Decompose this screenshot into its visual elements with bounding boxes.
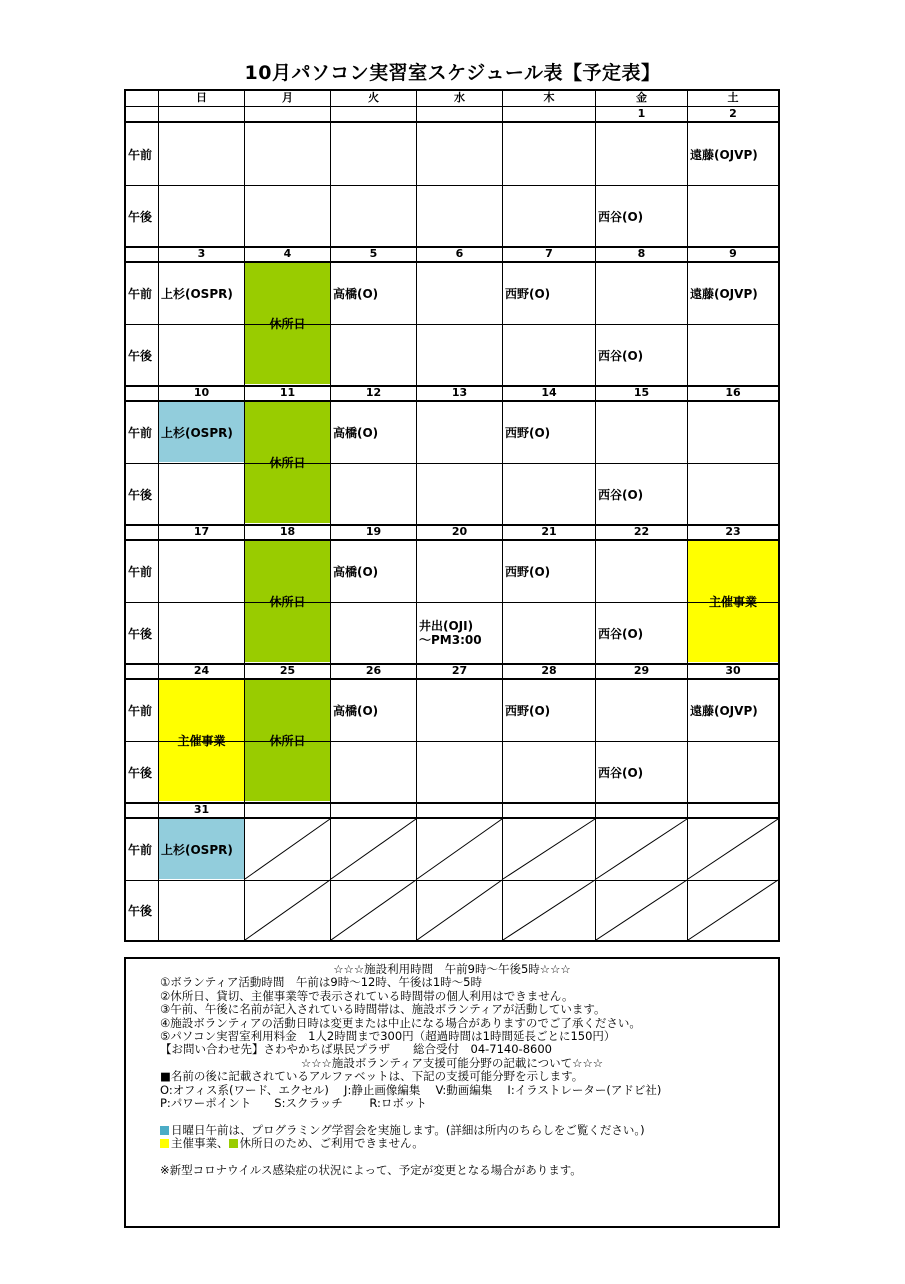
- volunteer-entry: 西野(O): [505, 287, 551, 301]
- volunteer-entry: 西野(O): [505, 704, 551, 718]
- volunteer-entry: 上杉(OSPR): [161, 843, 233, 857]
- note-line: ⑤パソコン実習室利用料金 1人2時間まで300円（超過時間は1時間延長ごとに150円）: [160, 1028, 616, 1043]
- weekday-header: 水: [454, 91, 465, 104]
- date-number: 4: [283, 247, 292, 260]
- date-number: 12: [365, 386, 382, 399]
- date-number: 19: [365, 525, 382, 538]
- note-line: ③午前、午後に名前が記入されている時間帯は、施設ボランティアが活動しています。: [160, 1002, 606, 1017]
- volunteer-entry: 西谷(O): [598, 348, 644, 363]
- date-number: 7: [545, 247, 553, 260]
- contact-line: 【お問い合わせ先】さわやかちば県民プラザ 総合受付 04-7140-8600: [160, 1042, 552, 1057]
- weekday-header: 木: [543, 91, 555, 104]
- weekday-header: 月: [282, 91, 293, 104]
- event-day-label: 主催事業: [177, 734, 226, 748]
- volunteer-entry: [417, 603, 502, 663]
- legend-note: 主催事業、 休所日のため、ご利用できません。: [126, 1137, 778, 1150]
- am-label: 午前: [128, 565, 153, 579]
- volunteer-entry: 西谷(O): [598, 626, 644, 641]
- date-number: 30: [725, 664, 741, 677]
- closed-day-label: 休所日: [269, 317, 306, 331]
- note-line: ④施設ボランティアの活動日時は変更または中止になる場合がありますのでご了承ください。: [160, 1015, 641, 1030]
- pm-label: 午後: [128, 209, 153, 224]
- date-number: 25: [279, 664, 296, 677]
- event-day-label: 主催事業: [708, 595, 757, 609]
- closed-day-label: 休所日: [269, 456, 306, 470]
- am-label: 午前: [128, 843, 153, 857]
- volunteer-entry: 上杉(OSPR): [161, 287, 233, 301]
- date-number: 9: [729, 247, 737, 260]
- note-line: ①ボランティア活動時間 午前は9時～12時、午後は1時～5時: [160, 975, 482, 990]
- weekday-header: 土: [727, 91, 739, 104]
- yellow-square-icon: [160, 1139, 169, 1148]
- am-label: 午前: [128, 147, 153, 162]
- hours-title: ☆☆☆施設利用時間 午前9時～午後5時☆☆☆: [333, 962, 571, 976]
- date-number: 21: [541, 525, 557, 538]
- pm-label: 午後: [128, 487, 153, 502]
- blue-square-icon: [160, 1126, 169, 1135]
- volunteer-entry: 西野(O): [505, 426, 551, 440]
- date-number: 6: [455, 247, 464, 260]
- note-line: ②休所日、貸切、主催事業等で表示されている時間帯の個人利用はできません。: [160, 988, 574, 1003]
- date-number: 29: [633, 664, 650, 677]
- weekday-header: 火: [368, 91, 379, 104]
- date-number: 5: [369, 247, 378, 260]
- info-box: [124, 957, 780, 1228]
- date-number: 27: [451, 664, 468, 677]
- date-number: 1: [637, 107, 646, 120]
- green-square-icon: [229, 1139, 238, 1148]
- date-number: 23: [725, 525, 741, 538]
- closed-day-label: 休所日: [269, 595, 306, 609]
- date-number: 28: [541, 664, 557, 677]
- date-number: 18: [279, 525, 296, 538]
- weekday-header: 金: [636, 91, 647, 104]
- date-number: 15: [633, 386, 650, 399]
- volunteer-entry: 高橋(O): [333, 565, 379, 579]
- volunteer-entry: 西野(O): [505, 565, 551, 579]
- date-number: 24: [193, 664, 210, 677]
- volunteer-entry: 上杉(OSPR): [161, 426, 233, 440]
- pm-label: 午後: [128, 904, 153, 918]
- date-number: 2: [729, 107, 737, 120]
- volunteer-entry: 遠藤(OJVP): [690, 704, 758, 718]
- codes-line: O:オフィス系(ワード、エクセル) J:静止画像編集 V:動画編集 I:イラストレーター(アドビ社): [160, 1082, 662, 1097]
- date-number: 16: [725, 386, 741, 399]
- date-number: 14: [541, 386, 557, 399]
- am-label: 午前: [128, 426, 153, 440]
- entry-line: 井出(OJI): [419, 619, 474, 633]
- support-title: ☆☆☆施設ボランティア支援可能分野の記載について☆☆☆: [300, 1055, 604, 1070]
- date-number: 17: [193, 525, 210, 538]
- programming-note: 日曜日午前は、プログラミング学習会を実施します。(詳細は所内のちらしをご覧ください。): [126, 1124, 778, 1137]
- volunteer-entry: 遠藤(OJVP): [690, 147, 758, 162]
- date-number: 22: [633, 525, 650, 538]
- date-number: 31: [193, 803, 210, 816]
- volunteer-entry: 遠藤(OJVP): [690, 287, 758, 301]
- pm-label: 午後: [128, 765, 153, 780]
- volunteer-entry: 高橋(O): [333, 287, 379, 301]
- covid-note: ※新型コロナウイルス感染症の状況によって、予定が変更となる場合があります。: [160, 1162, 582, 1177]
- page-title: 10月パソコン実習室スケジュール表【予定表】: [244, 62, 661, 84]
- date-number: 26: [365, 664, 382, 677]
- support-description: ■名前の後に記載されているアルファベットは、下記の支援可能分野を示します。: [160, 1069, 584, 1084]
- am-label: 午前: [128, 287, 153, 301]
- volunteer-entry: 西谷(O): [598, 765, 644, 780]
- date-number: 8: [637, 247, 646, 260]
- closed-day-label: 休所日: [269, 734, 306, 748]
- codes-line: P:パワーポイント S:スクラッチ R:ロボット: [160, 1095, 427, 1110]
- calendar-grid: [124, 89, 780, 942]
- pm-label: 午後: [128, 348, 153, 363]
- volunteer-entry: 高橋(O): [333, 704, 379, 718]
- date-number: 10: [193, 386, 210, 399]
- date-number: 11: [279, 386, 296, 399]
- weekday-header: 日: [196, 91, 207, 104]
- date-number: 13: [451, 386, 468, 399]
- pm-label: 午後: [128, 626, 153, 641]
- date-number: 3: [197, 247, 206, 260]
- volunteer-entry: 高橋(O): [333, 426, 379, 440]
- date-number: 20: [451, 525, 468, 538]
- volunteer-entry: 西谷(O): [598, 487, 644, 502]
- volunteer-entry: 西谷(O): [598, 209, 644, 224]
- entry-line: ～PM3:00: [419, 633, 482, 647]
- am-label: 午前: [128, 704, 153, 718]
